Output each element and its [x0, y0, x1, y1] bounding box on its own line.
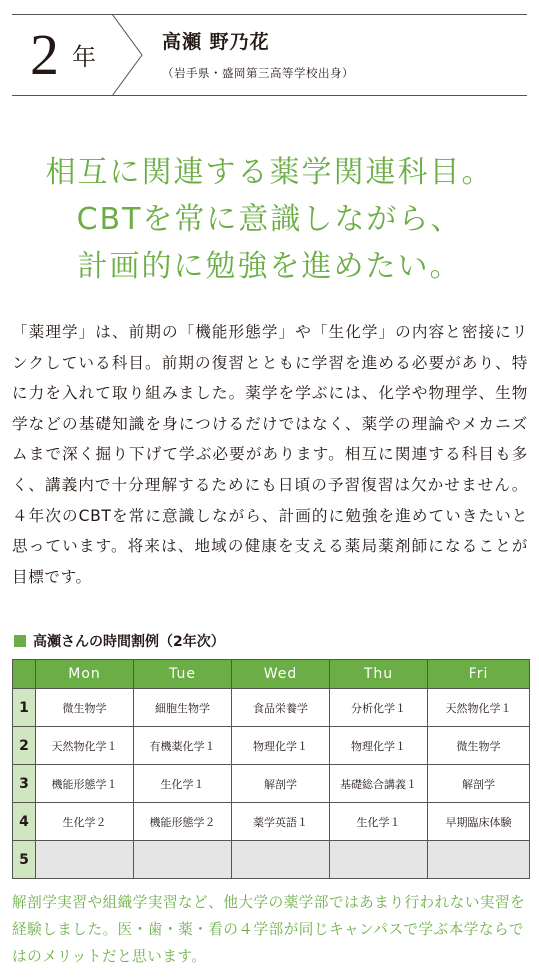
class-cell	[428, 841, 530, 879]
day-header: Fri	[428, 660, 530, 689]
year-label: 年	[72, 43, 96, 71]
period-number: 4	[13, 803, 36, 841]
timetable-corner	[13, 660, 36, 689]
profile-header	[12, 14, 527, 96]
period-number: 3	[13, 765, 36, 803]
class-cell: 機能形態学１	[36, 765, 134, 803]
class-cell: 有機薬化学１	[134, 727, 232, 765]
headline-line-3: 計画的に勉強を進めたい。	[77, 249, 462, 284]
class-cell: 早期臨床体験	[428, 803, 530, 841]
square-bullet-icon	[14, 635, 26, 647]
class-cell: 分析化学１	[330, 689, 428, 727]
student-origin: （岩手県・盛岡第三高等学校出身）	[162, 66, 354, 80]
class-cell	[134, 841, 232, 879]
class-cell: 生化学２	[36, 803, 134, 841]
class-cell	[232, 841, 330, 879]
class-cell	[330, 841, 428, 879]
class-cell: 基礎総合講義１	[330, 765, 428, 803]
table-row	[13, 765, 530, 803]
class-cell: 解剖学	[428, 765, 530, 803]
headline-line-1: 相互に関連する薬学関連科目。	[45, 155, 494, 190]
class-cell	[36, 841, 134, 879]
period-number: 1	[13, 689, 36, 727]
table-row	[13, 841, 530, 879]
day-header: Thu	[330, 660, 428, 689]
class-cell: 天然物化学１	[428, 689, 530, 727]
year-number: 2	[30, 22, 59, 87]
class-cell: 物理化学１	[232, 727, 330, 765]
class-cell: 薬学英語１	[232, 803, 330, 841]
headline-line-2: CBTを常に意識しながら、	[76, 202, 463, 237]
day-header: Tue	[134, 660, 232, 689]
class-cell: 微生物学	[36, 689, 134, 727]
footer-note-text: 解剖学実習や組織学実習など、他大学の薬学部ではあまり行われない実習を経験しました。医・歯・薬・看の４学部が同じキャンパスで学ぶ本学ならではのメリットだと思います。	[12, 894, 526, 965]
day-header: Wed	[232, 660, 330, 689]
timetable-header-row	[13, 660, 530, 689]
timetable-caption	[14, 631, 225, 651]
table-row	[13, 689, 530, 727]
class-cell: 細胞生物学	[134, 689, 232, 727]
class-cell: 生化学１	[330, 803, 428, 841]
period-number: 5	[13, 841, 36, 879]
class-cell: 物理化学１	[330, 727, 428, 765]
footer-note	[12, 889, 532, 970]
class-cell: 微生物学	[428, 727, 530, 765]
body-paragraph-text: 「薬理学」は、前期の「機能形態学」や「生化学」の内容と密接にリンクしている科目。前期の復習とともに学習を進める必要があり、特に力を入れて取り組みました。薬学を学ぶには、化学や物理学、生物学などの基礎知識を身につけるだけではなく、薬学の理論やメカニズムまで深く掘り下げて学ぶ必要があります。相互に関連する科目も多く、講義内で十分理解するためにも日頃の予習復習は欠かせません。４年次のCBTを常に意識しながら、計画的に勉強を進めていきたいと思っています。将来は、地域の健康を支える薬局薬剤師になることが目標です。	[12, 323, 528, 586]
period-number: 2	[13, 727, 36, 765]
class-cell: 解剖学	[232, 765, 330, 803]
table-row	[13, 803, 530, 841]
table-row	[13, 727, 530, 765]
class-cell: 食品栄養学	[232, 689, 330, 727]
day-header: Mon	[36, 660, 134, 689]
class-cell: 機能形態学２	[134, 803, 232, 841]
headline	[0, 149, 539, 290]
class-cell: 天然物化学１	[36, 727, 134, 765]
timetable	[12, 659, 530, 879]
student-name: 高瀬 野乃花	[162, 31, 270, 53]
class-cell: 生化学１	[134, 765, 232, 803]
timetable-caption-text: 高瀬さんの時間割例（2年次）	[33, 634, 225, 650]
body-paragraph	[12, 317, 528, 592]
chevron-divider-icon	[110, 14, 150, 96]
